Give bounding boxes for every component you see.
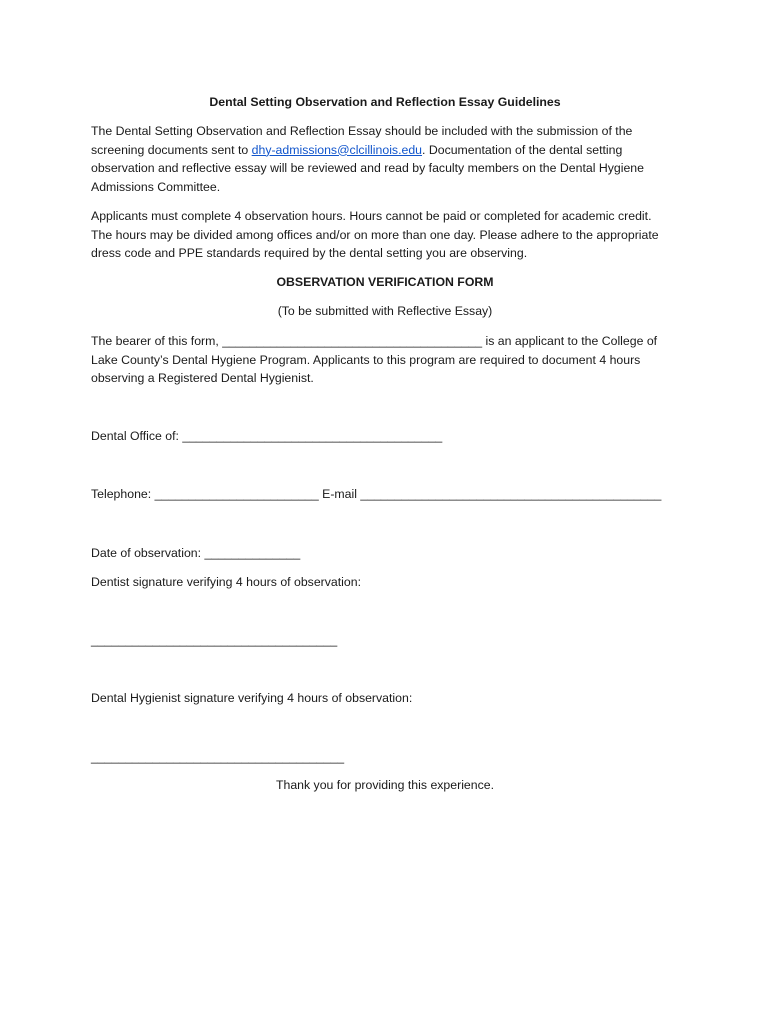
form-subheading: (To be submitted with Reflective Essay) bbox=[277, 304, 493, 318]
form-heading: OBSERVATION VERIFICATION FORM bbox=[276, 275, 494, 289]
intro-text-end: . Documentation of the dental setting observation and reflective essay will be reviewed and read by faculty members on the Dental Hygiene Admissions Committee. bbox=[91, 142, 644, 194]
hygienist-signature-line: _____________________________________ bbox=[91, 750, 345, 764]
telephone-email-field: Telephone: ________________________ E-mail ____________________________________________ bbox=[91, 487, 662, 501]
requirements-paragraph: Applicants must complete 4 observation hours. Hours cannot be paid or completed for academic credit. The hours may be divided among offices and/or on more than one day. Please adhere to the appropriate dress code and PPE standards required by the dental setting you are observing. bbox=[91, 209, 659, 261]
date-of-observation-field: Date of observation: ______________ bbox=[91, 546, 301, 560]
document-title: Dental Setting Observation and Reflection Essay Guidelines bbox=[209, 95, 561, 109]
dental-office-field: Dental Office of: ______________________________________ bbox=[91, 429, 443, 443]
hygienist-signature-label: Dental Hygienist signature verifying 4 hours of observation: bbox=[91, 691, 413, 705]
dentist-signature-line: ____________________________________ bbox=[91, 633, 338, 647]
intro-text-start: The Dental Setting Observation and Reflection Essay should be included with the submission of the screening documents sent to bbox=[91, 124, 633, 157]
closing-line: Thank you for providing this experience. bbox=[275, 778, 495, 792]
intro-paragraph bbox=[91, 122, 681, 196]
dentist-signature-label: Dentist signature verifying 4 hours of observation: bbox=[91, 575, 361, 589]
admissions-email-link[interactable]: dhy-admissions@clcillinois.edu bbox=[251, 142, 423, 157]
bearer-statement: The bearer of this form, ______________________________________ is an applicant to the College of Lake County’s Dental Hygiene Program. Applicants to this program are required to document 4 hours observing a Registered Dental Hygienist. bbox=[91, 334, 658, 386]
